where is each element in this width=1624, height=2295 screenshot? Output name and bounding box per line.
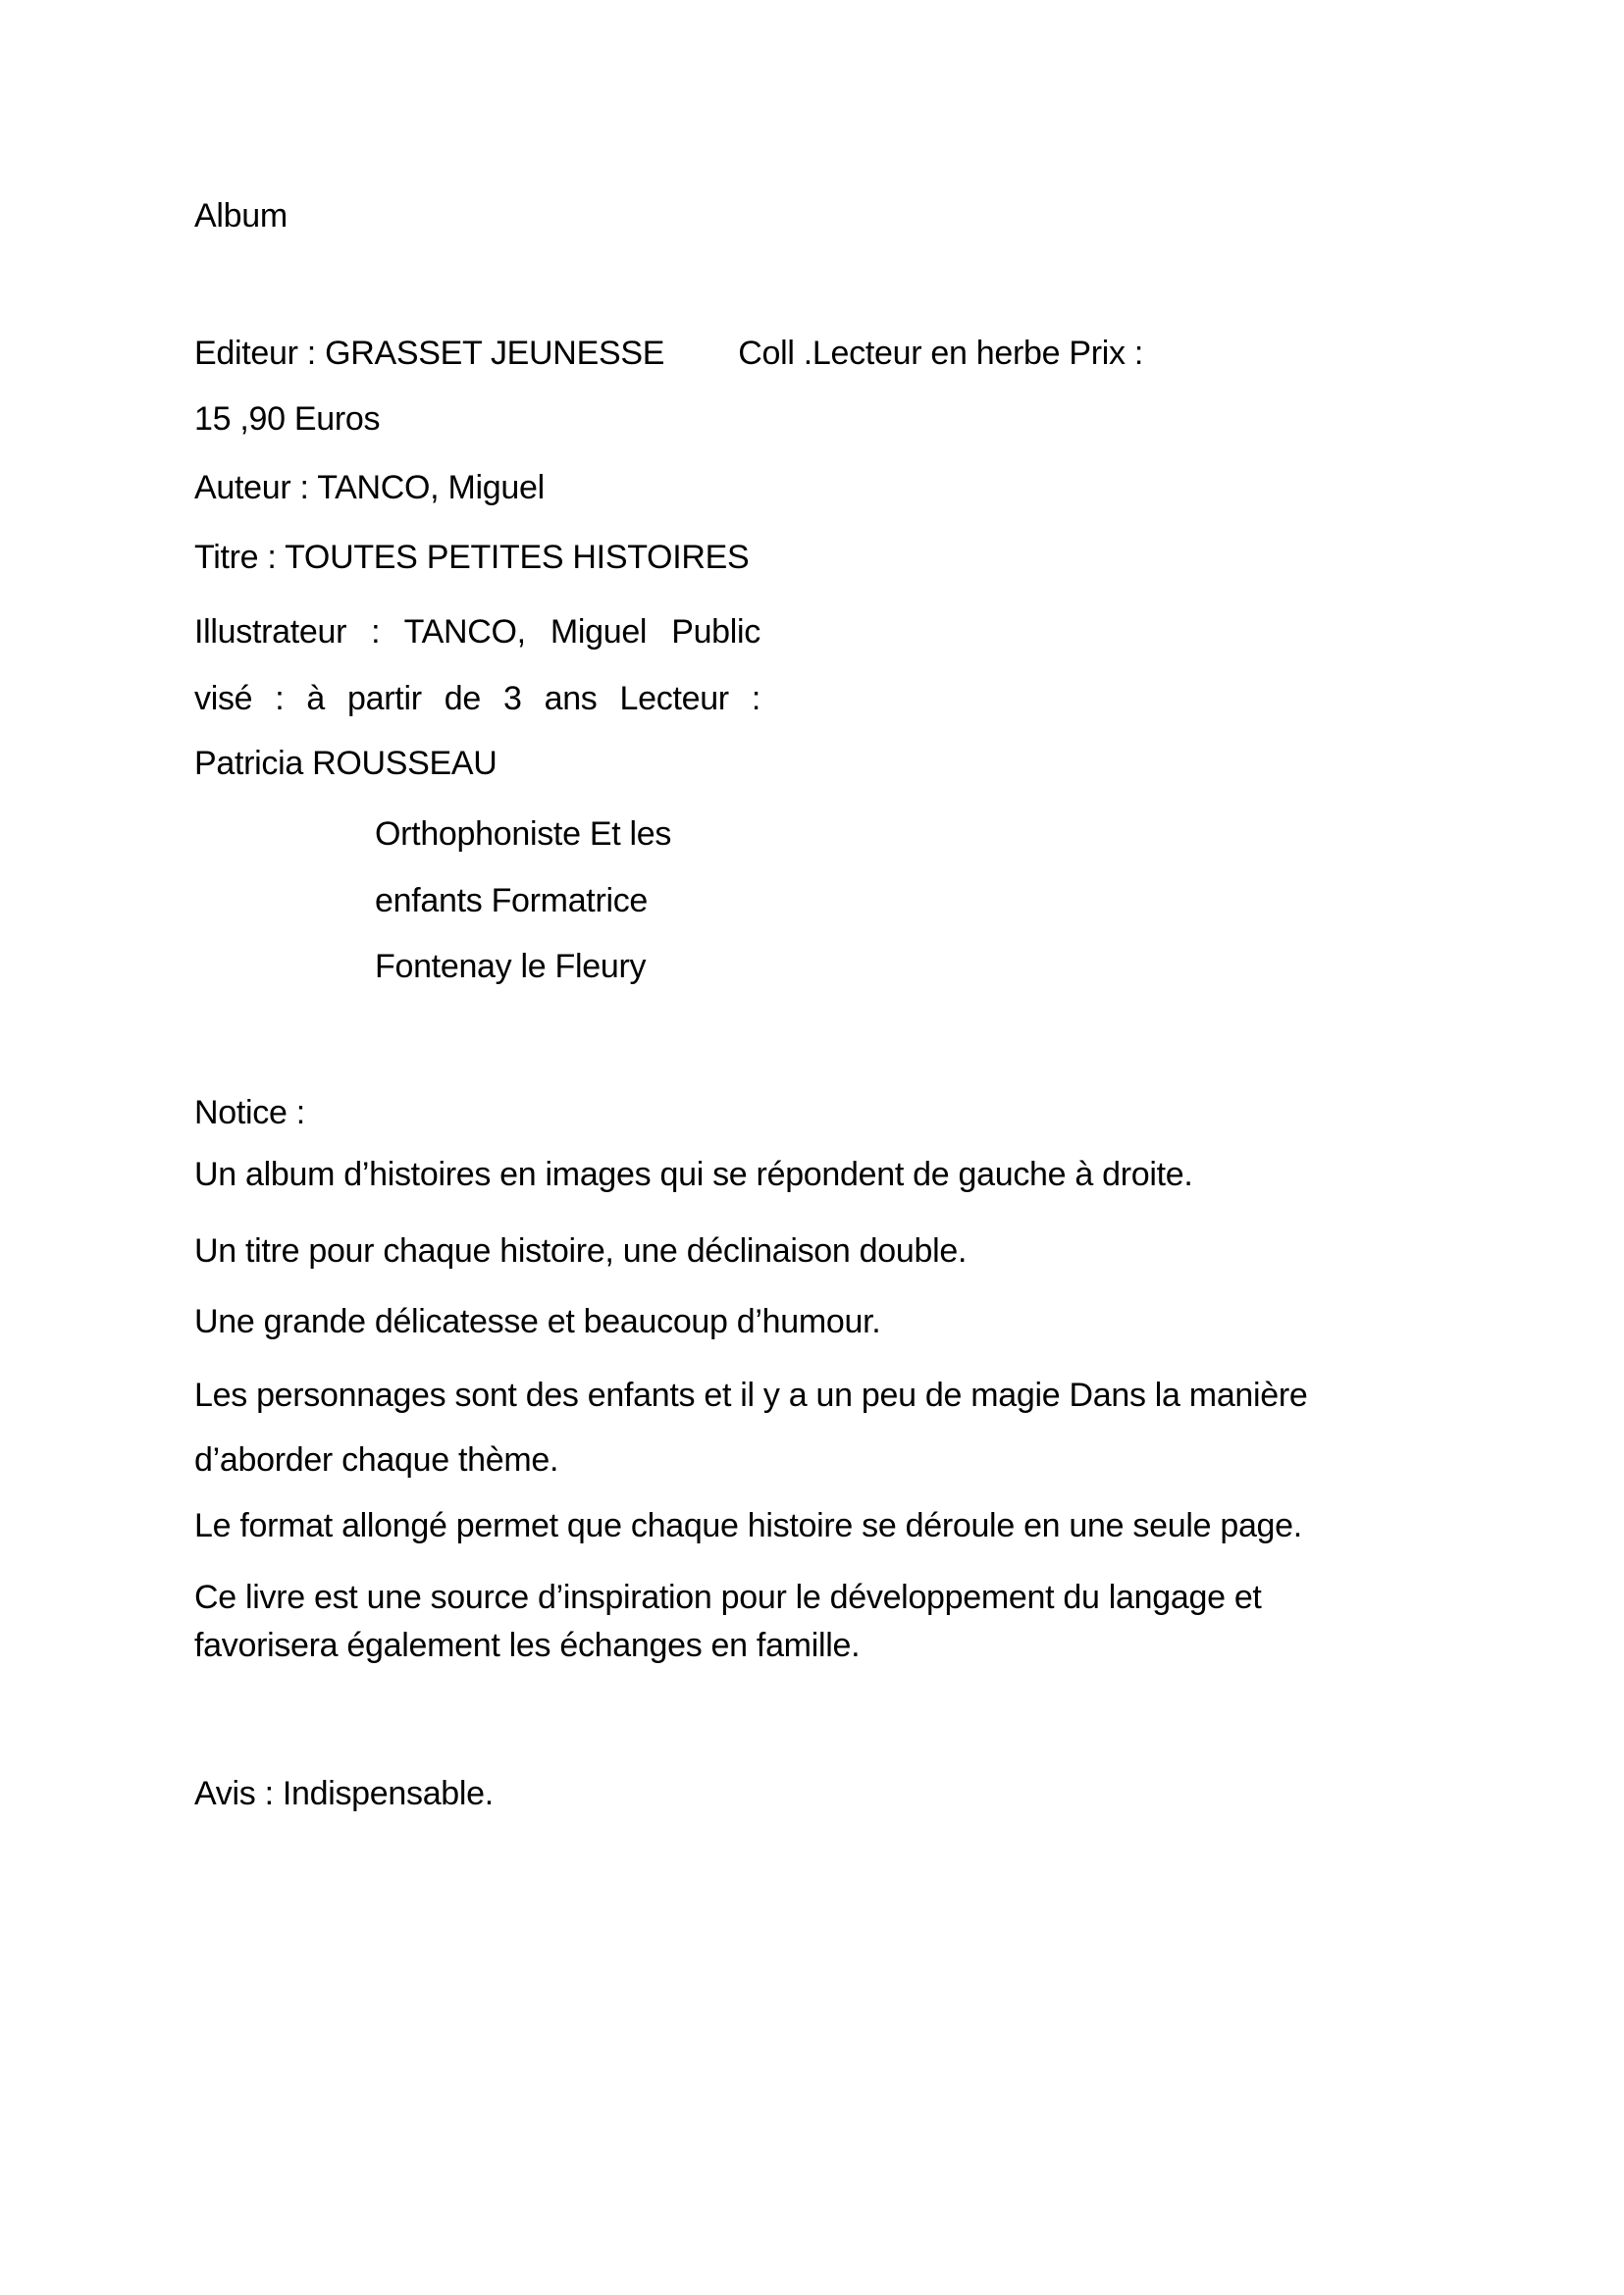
category-label: Album xyxy=(194,197,288,235)
title-line: Titre : TOUTES PETITES HISTOIRES xyxy=(194,539,750,576)
publisher-text: Editeur : GRASSET JEUNESSE xyxy=(194,335,665,372)
price-line: 15 ,90 Euros xyxy=(194,400,381,438)
notice-label: Notice : xyxy=(194,1094,305,1131)
publisher-collection-line xyxy=(194,332,1143,375)
illustrator-line: Illustrateur : TANCO, Miguel Public xyxy=(194,613,760,651)
collection-price-text: Coll .Lecteur en herbe Prix : xyxy=(738,335,1143,372)
reader-detail-line: Fontenay le Fleury xyxy=(375,948,647,985)
notice-text-line: Les personnages sont des enfants et il y a un peu de magie Dans la manière xyxy=(194,1377,1308,1414)
reader-detail-line: enfants Formatrice xyxy=(375,882,649,919)
verdict-line: Avis : Indispensable. xyxy=(194,1775,494,1812)
notice-text-line: d’aborder chaque thème. xyxy=(194,1441,559,1479)
audience-line: visé : à partir de 3 ans Lecteur : xyxy=(194,680,760,717)
notice-text-line: Ce livre est une source d’inspiration pour le développement du langage et xyxy=(194,1579,1262,1616)
reader-detail-line: Orthophoniste Et les xyxy=(375,815,672,853)
notice-text-line: favorisera également les échanges en famille. xyxy=(194,1627,861,1664)
notice-text-line: Une grande délicatesse et beaucoup d’humour. xyxy=(194,1303,881,1340)
notice-text-line: Un album d’histoires en images qui se répondent de gauche à droite. xyxy=(194,1156,1193,1193)
author-line: Auteur : TANCO, Miguel xyxy=(194,469,545,506)
notice-text-line: Le format allongé permet que chaque histoire se déroule en une seule page. xyxy=(194,1507,1302,1544)
reader-name-line: Patricia ROUSSEAU xyxy=(194,745,498,782)
notice-text-line: Un titre pour chaque histoire, une déclinaison double. xyxy=(194,1232,968,1270)
